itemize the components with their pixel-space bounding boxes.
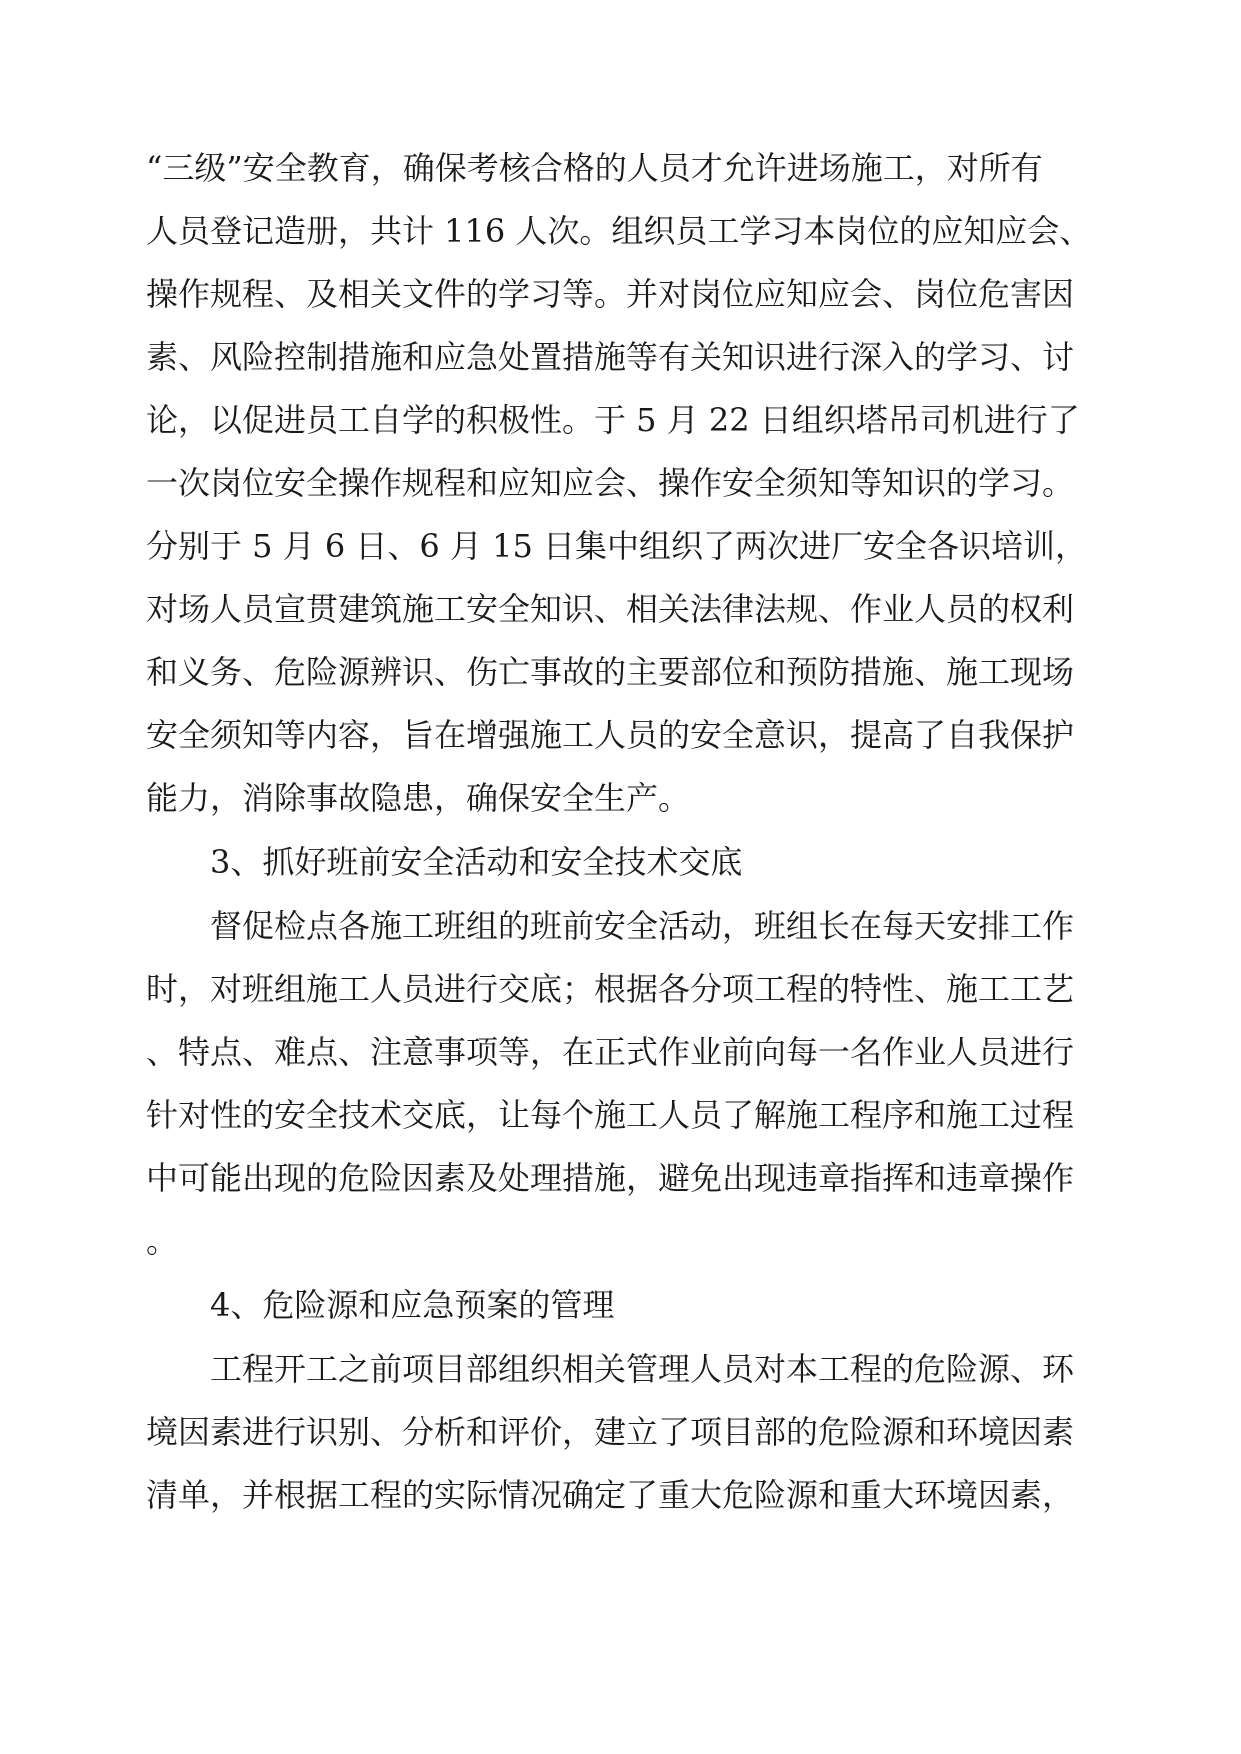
section-heading: 4、危险源和应急预案的管理 xyxy=(210,1286,615,1324)
text-line: 安全须知等内容，旨在增强施工人员的安全意识，提高了自我保护 xyxy=(146,716,1075,754)
text-line: 督促检点各施工班组的班前安全活动，班组长在每天安排工作 xyxy=(210,907,1075,945)
text-line: 中可能出现的危险因素及处理措施，避免出现违章指挥和违章操作 xyxy=(146,1159,1075,1197)
text-line: 境因素进行识别、分析和评价，建立了项目部的危险源和环境因素 xyxy=(146,1413,1075,1451)
text-line: 、特点、难点、注意事项等，在正式作业前向每一名作业人员进行 xyxy=(146,1033,1075,1071)
text-line: 能力，消除事故隐患，确保安全生产。 xyxy=(146,779,691,817)
text-line: 分别于 5 月 6 日、6 月 15 日集中组织了两次进厂安全各识培训， xyxy=(146,527,1088,565)
text-line: 和义务、危险源辨识、伤亡事故的主要部位和预防措施、施工现场 xyxy=(146,653,1075,691)
text-line: 素、风险控制措施和应急处置措施等有关知识进行深入的学习、讨 xyxy=(146,338,1075,376)
text-line: 对场人员宣贯建筑施工安全知识、相关法律法规、作业人员的权利 xyxy=(146,590,1075,628)
text-line: “三级”安全教育，确保考核合格的人员才允许进场施工，对所有 xyxy=(146,149,1043,187)
text-line: 工程开工之前项目部组织相关管理人员对本工程的危险源、环 xyxy=(210,1350,1075,1388)
text-line: 人员登记造册，共计 116 人次。组织员工学习本岗位的应知应会、 xyxy=(146,212,1092,250)
text-line: 一次岗位安全操作规程和应知应会、操作安全须知等知识的学习。 xyxy=(146,464,1075,502)
text-line: 清单，并根据工程的实际情况确定了重大危险源和重大环境因素， xyxy=(146,1476,1075,1514)
text-line: 。 xyxy=(146,1222,179,1260)
text-line: 时，对班组施工人员进行交底；根据各分项工程的特性、施工工艺 xyxy=(146,970,1075,1008)
text-line: 论，以促进员工自学的积极性。于 5 月 22 日组织塔吊司机进行了 xyxy=(146,401,1080,439)
section-heading: 3、抓好班前安全活动和安全技术交底 xyxy=(210,843,743,881)
text-line: 操作规程、及相关文件的学习等。并对岗位应知应会、岗位危害因 xyxy=(146,275,1075,313)
text-line: 针对性的安全技术交底，让每个施工人员了解施工程序和施工过程 xyxy=(146,1096,1075,1134)
